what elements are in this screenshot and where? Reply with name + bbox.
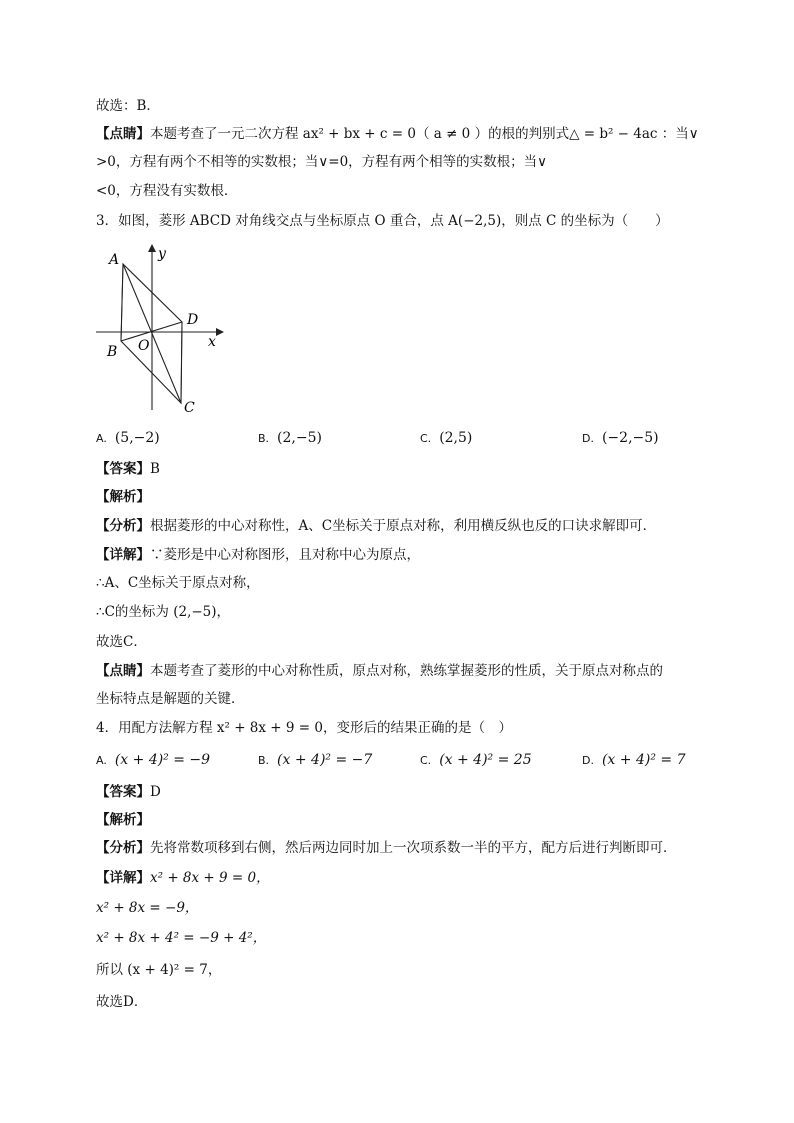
q3-option-d-value: (−2,−5) <box>601 430 659 446</box>
q4-stem: 4．用配方法解方程 x² + 8x + 9 = 0，变形后的结果正确的是（ ） <box>96 720 512 736</box>
q2-comment-tag: 【点睛】 <box>96 126 150 142</box>
q4-answer <box>96 782 161 802</box>
q3-option-b-label: B. <box>258 432 270 445</box>
label-c: C <box>184 400 195 416</box>
q3-option-a-label: A. <box>96 432 107 445</box>
q3-fenxi <box>96 516 656 536</box>
q3-answer-value: B <box>150 461 160 477</box>
x-axis-arrow <box>216 328 224 336</box>
q4-detail-4: 所以 (x + 4)² = 7， <box>96 962 222 978</box>
q2-comment-line2: >0，方程有两个不相等的实数根；当∨=0，方程有两个相等的实数根；当∨ <box>96 154 548 170</box>
q3-comment-1-text: 本题考查了菱形的中心对称性质，原点对称，熟练掌握菱形的性质，关于原点对称点的 <box>150 663 663 679</box>
q4-option-d-label: D. <box>582 754 594 767</box>
q4-fenxi <box>96 838 677 858</box>
q4-option-b-label: B. <box>258 754 270 767</box>
q3-fenxi-tag: 【分析】 <box>96 518 150 534</box>
q4-option-a[interactable] <box>96 750 210 771</box>
q3-option-c-value: (2,5) <box>439 430 473 446</box>
a-vertical <box>121 264 123 341</box>
d-vertical <box>181 322 182 403</box>
q4-option-b-value: (x + 4)² = −7 <box>277 752 373 768</box>
label-d: D <box>187 312 199 328</box>
q4-option-d-value: (x + 4)² = 7 <box>601 752 686 768</box>
q3-detail-tag: 【详解】 <box>96 547 150 563</box>
q3-option-d[interactable] <box>582 428 659 449</box>
q4-choose: 故选D． <box>96 994 148 1010</box>
q3-choose: 故选C． <box>96 634 147 650</box>
q3-detail-3: ∴C的坐标为 (2,−5)， <box>96 604 231 620</box>
q4-option-a-label: A. <box>96 754 107 767</box>
q3-answer-tag: 【答案】 <box>96 461 150 477</box>
q4-detail-1-text: x² + 8x + 9 = 0， <box>150 870 270 886</box>
q3-option-b-value: (2,−5) <box>277 430 322 446</box>
rhombus-figure <box>92 240 232 418</box>
q4-analysis-tag: 【解析】 <box>96 812 150 828</box>
q4-fenxi-text: 先将常数项移到右侧，然后两边同时加上一次项系数一半的平方，配方后进行判断即可． <box>150 840 677 856</box>
q4-detail-3: x² + 8x + 4² = −9 + 4²， <box>96 930 267 946</box>
q3-detail-1 <box>96 545 420 565</box>
q4-answer-value: D <box>150 784 161 800</box>
label-x: x <box>208 334 216 350</box>
label-a: A <box>109 252 120 268</box>
q3-analysis-tag: 【解析】 <box>96 489 150 505</box>
q4-detail-2: x² + 8x = −9， <box>96 900 199 916</box>
q3-fenxi-text: 根据菱形的中心对称性，A、C坐标关于原点对称，利用横反纵也反的口诀求解即可． <box>150 518 657 534</box>
q4-option-c[interactable] <box>420 750 532 771</box>
q4-option-d[interactable] <box>582 750 685 771</box>
q4-option-c-label: C. <box>420 754 432 767</box>
q2-choose: 故选：B． <box>96 98 160 114</box>
label-o: O <box>138 338 150 354</box>
q3-option-b[interactable] <box>258 428 322 449</box>
q2-comment-line3: <0，方程没有实数根． <box>96 183 238 199</box>
q3-option-a-value: (5,−2) <box>114 430 160 446</box>
label-y: y <box>158 246 166 262</box>
q4-option-c-value: (x + 4)² = 25 <box>439 752 532 768</box>
q3-detail-1-text: ∵菱形是中心对称图形，且对称中心为原点， <box>150 547 420 563</box>
y-axis-arrow <box>148 244 156 252</box>
q3-comment-2: 坐标特点是解题的关键． <box>96 691 245 707</box>
q3-comment-tag: 【点睛】 <box>96 663 150 679</box>
q2-comment-line1 <box>96 124 699 144</box>
q4-option-b[interactable] <box>258 750 372 771</box>
q3-option-d-label: D. <box>582 432 594 445</box>
q4-option-a-value: (x + 4)² = −9 <box>114 752 211 768</box>
q3-answer <box>96 459 160 479</box>
q2-comment-text1: 本题考查了一元二次方程 ax² + bx + c = 0（ a ≠ 0 ）的根的判别式△ = b² − 4ac ：当∨ <box>150 126 699 142</box>
q3-option-a[interactable] <box>96 428 160 449</box>
label-b: B <box>107 344 118 360</box>
q3-comment-1 <box>96 661 663 681</box>
q4-detail-tag: 【详解】 <box>96 870 150 886</box>
q3-option-c-label: C. <box>420 432 432 445</box>
q3-option-c[interactable] <box>420 428 472 449</box>
q4-answer-tag: 【答案】 <box>96 784 150 800</box>
q4-fenxi-tag: 【分析】 <box>96 840 150 856</box>
q3-stem: 3．如图，菱形 ABCD 对角线交点与坐标原点 O 重合，点 A(−2,5)，则点 C 的坐标为（ ） <box>96 213 669 229</box>
q4-detail-1 <box>96 868 270 888</box>
q3-detail-2: ∴A、C坐标关于原点对称， <box>96 575 260 591</box>
